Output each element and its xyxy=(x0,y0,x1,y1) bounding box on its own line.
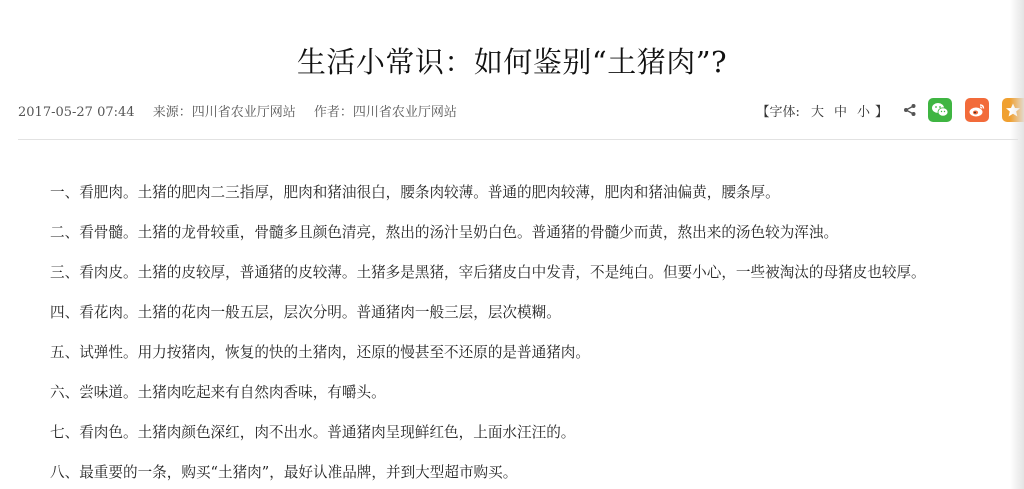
paragraph: 六、尝味道。土猪肉吃起来有自然肉香味，有嚼头。 xyxy=(50,384,386,401)
paragraph: 一、看肥肉。土猪的肥肉二三指厚，肥肉和猪油很白，腰条肉较薄。普通的肥肉较薄，肥肉和猪油偏黄，腰条厚。 xyxy=(50,184,780,201)
paragraph: 七、看肉色。土猪肉颜色深红，肉不出水。普通猪肉呈现鲜红色，上面水汪汪的。 xyxy=(50,424,576,441)
wechat-icon[interactable] xyxy=(928,98,952,122)
share-icon[interactable] xyxy=(902,102,918,118)
article-source: 来源：四川省农业厅网站 xyxy=(152,105,296,120)
paragraph: 二、看骨髓。土猪的龙骨较重，骨髓多且颜色清亮，熬出的汤汁呈奶白色。普通猪的骨髓少而黄，熬出来的汤色较为浑浊。 xyxy=(50,224,839,241)
font-size-large-button[interactable]: 大 xyxy=(810,104,824,120)
favorite-icon[interactable] xyxy=(1002,98,1024,122)
paragraph: 三、看肉皮。土猪的皮较厚，普通猪的皮较薄。土猪多是黑猪，宰后猪皮白中发青，不是纯白。但要小心，一些被淘汰的母猪皮也较厚。 xyxy=(50,264,926,281)
publish-date: 2017-05-27 07:44 xyxy=(18,105,135,120)
article-meta xyxy=(18,101,471,120)
paragraph: 五、试弹性。用力按猪肉，恢复的快的土猪肉，还原的慢甚至不还原的是普通猪肉。 xyxy=(50,344,590,361)
font-size-label: 【字体: xyxy=(756,104,800,120)
article-author: 作者：四川省农业厅网站 xyxy=(313,105,457,120)
article-tools xyxy=(757,96,1024,124)
article-body xyxy=(50,173,1010,489)
paragraph: 四、看花肉。土猪的花肉一般五层，层次分明。普通猪肉一般三层，层次模糊。 xyxy=(50,304,561,321)
header-divider xyxy=(18,139,1018,140)
font-size-small-button[interactable]: 小 xyxy=(856,104,870,120)
font-size-medium-button[interactable]: 中 xyxy=(833,104,847,120)
font-size-bracket: 】 xyxy=(874,104,888,120)
weibo-icon[interactable] xyxy=(965,98,989,122)
paragraph: 八、最重要的一条，购买“土猪肉”，最好认准品牌，并到大型超市购买。 xyxy=(50,464,518,481)
article-title: 生活小常识：如何鉴别“土猪肉”? xyxy=(296,45,728,79)
